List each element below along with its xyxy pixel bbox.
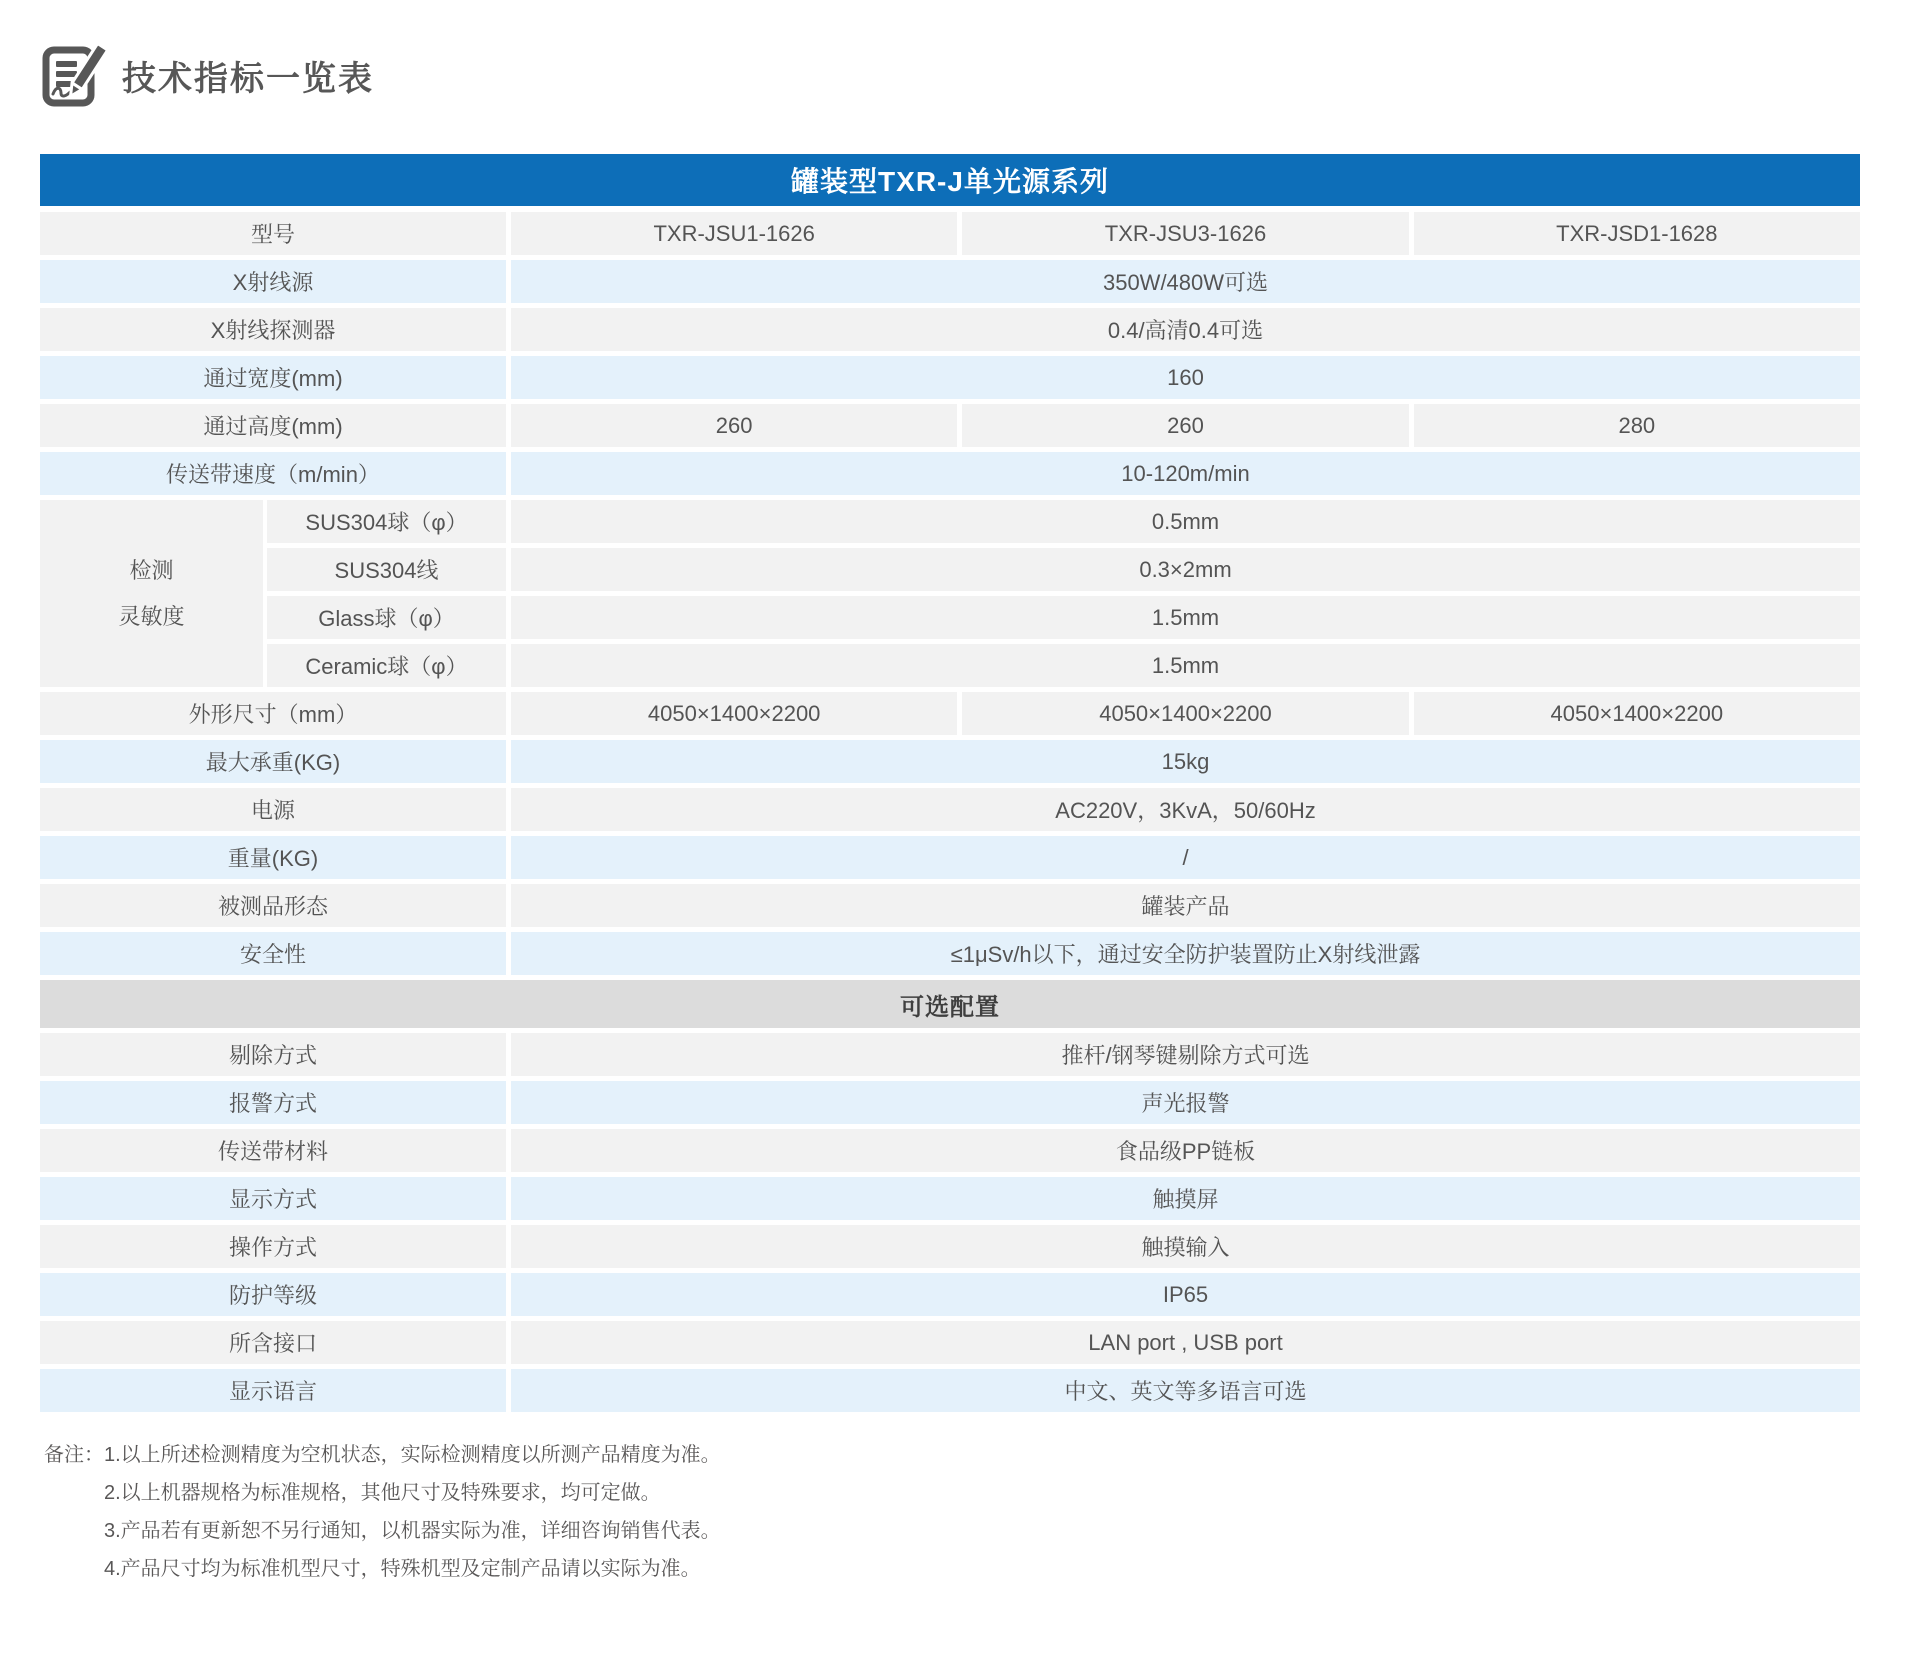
row-label: 传送带速度（m/min） xyxy=(40,452,506,495)
row-label: 所含接口 xyxy=(40,1321,506,1364)
row-value: 推杆/钢琴键剔除方式可选 xyxy=(511,1033,1860,1076)
dims-cell-2: 4050×1400×2200 xyxy=(962,692,1408,735)
row-value: AC220V，3KvA，50/60Hz xyxy=(511,788,1860,831)
sensitivity-rows xyxy=(267,500,1860,687)
sensitivity-merged-label xyxy=(40,500,263,687)
sensitivity-block xyxy=(40,500,1860,687)
note-line-1: 1.以上所述检测精度为空机状态，实际检测精度以所测产品精度为准。 xyxy=(104,1444,721,1466)
row-label: 通过高度(mm) xyxy=(40,404,506,447)
row-value: 1.5mm xyxy=(511,644,1860,687)
footnotes-list xyxy=(104,1444,721,1596)
row-value: 声光报警 xyxy=(511,1081,1860,1124)
row-label: 外形尺寸（mm） xyxy=(40,692,506,735)
row-value: / xyxy=(511,836,1860,879)
row-label: 重量(KG) xyxy=(40,836,506,879)
dims-cell-1: 4050×1400×2200 xyxy=(511,692,957,735)
row-value: 1.5mm xyxy=(511,596,1860,639)
row-label: 显示语言 xyxy=(40,1369,506,1412)
table-row-display-mode xyxy=(40,1177,1860,1220)
row-value: 160 xyxy=(511,356,1860,399)
row-label: 防护等级 xyxy=(40,1273,506,1316)
row-label: 操作方式 xyxy=(40,1225,506,1268)
row-label: 被测品形态 xyxy=(40,884,506,927)
row-value: 15kg xyxy=(511,740,1860,783)
table-row-xray-source xyxy=(40,260,1860,303)
table-row-safety xyxy=(40,932,1860,975)
row-value: 0.3×2mm xyxy=(511,548,1860,591)
row-value: 中文、英文等多语言可选 xyxy=(511,1369,1860,1412)
footnotes-prefix: 备注： xyxy=(44,1444,104,1466)
row-value: 触摸输入 xyxy=(511,1225,1860,1268)
page-header xyxy=(40,40,1929,110)
sensitivity-label-line1: 检测 xyxy=(129,558,174,584)
row-value: 350W/480W可选 xyxy=(511,260,1860,303)
row-sublabel: SUS304线 xyxy=(267,548,506,591)
table-row-model xyxy=(40,212,1860,255)
row-label: X射线源 xyxy=(40,260,506,303)
table-row-max-load xyxy=(40,740,1860,783)
row-label: X射线探测器 xyxy=(40,308,506,351)
table-row-xray-detector xyxy=(40,308,1860,351)
sensitivity-row-glass-ball xyxy=(267,596,1860,639)
row-label: 型号 xyxy=(40,212,506,255)
table-row-product-form xyxy=(40,884,1860,927)
document-pencil-icon xyxy=(40,42,106,108)
row-value: LAN port , USB port xyxy=(511,1321,1860,1364)
row-value: 10-120m/min xyxy=(511,452,1860,495)
table-row-belt-material xyxy=(40,1129,1860,1172)
row-sublabel: Ceramic球（φ） xyxy=(267,644,506,687)
table-row-alarm-mode xyxy=(40,1081,1860,1124)
row-sublabel: SUS304球（φ） xyxy=(267,500,506,543)
sensitivity-row-ceramic-ball xyxy=(267,644,1860,687)
row-value: ≤1μSv/h以下，通过安全防护装置防止X射线泄露 xyxy=(511,932,1860,975)
table-row-operation-mode xyxy=(40,1225,1860,1268)
table-row-display-language xyxy=(40,1369,1860,1412)
row-sublabel: Glass球（φ） xyxy=(267,596,506,639)
table-series-header: 罐装型TXR-J单光源系列 xyxy=(40,154,1860,206)
row-label: 电源 xyxy=(40,788,506,831)
row-label: 传送带材料 xyxy=(40,1129,506,1172)
spec-table xyxy=(40,154,1860,1412)
note-line-4: 4.产品尺寸均为标准机型尺寸，特殊机型及定制产品请以实际为准。 xyxy=(104,1558,701,1580)
row-label: 报警方式 xyxy=(40,1081,506,1124)
model-cell-3: TXR-JSD1-1628 xyxy=(1414,212,1860,255)
footnotes xyxy=(44,1444,1929,1596)
model-cell-1: TXR-JSU1-1626 xyxy=(511,212,957,255)
table-row-weight xyxy=(40,836,1860,879)
note-line-2: 2.以上机器规格为标准规格，其他尺寸及特殊要求，均可定做。 xyxy=(104,1482,661,1504)
row-value: 罐装产品 xyxy=(511,884,1860,927)
row-label: 最大承重(KG) xyxy=(40,740,506,783)
height-cell-2: 260 xyxy=(962,404,1408,447)
sensitivity-row-sus-wire xyxy=(267,548,1860,591)
table-row-belt-speed xyxy=(40,452,1860,495)
row-label: 安全性 xyxy=(40,932,506,975)
sensitivity-row-sus-ball xyxy=(267,500,1860,543)
table-row-pass-height xyxy=(40,404,1860,447)
row-value: 食品级PP链板 xyxy=(511,1129,1860,1172)
row-value: 触摸屏 xyxy=(511,1177,1860,1220)
row-label: 剔除方式 xyxy=(40,1033,506,1076)
table-row-power xyxy=(40,788,1860,831)
row-label: 通过宽度(mm) xyxy=(40,356,506,399)
height-cell-1: 260 xyxy=(511,404,957,447)
table-row-reject-mode xyxy=(40,1033,1860,1076)
table-row-pass-width xyxy=(40,356,1860,399)
table-row-protection-rating xyxy=(40,1273,1860,1316)
note-line-3: 3.产品若有更新恕不另行通知，以机器实际为准，详细咨询销售代表。 xyxy=(104,1520,721,1542)
page xyxy=(0,40,1929,1596)
dims-cell-3: 4050×1400×2200 xyxy=(1414,692,1860,735)
row-label: 显示方式 xyxy=(40,1177,506,1220)
page-title: 技术指标一览表 xyxy=(122,59,374,98)
table-row-dimensions xyxy=(40,692,1860,735)
row-value: 0.4/高清0.4可选 xyxy=(511,308,1860,351)
row-value: 0.5mm xyxy=(511,500,1860,543)
height-cell-3: 280 xyxy=(1414,404,1860,447)
model-cell-2: TXR-JSU3-1626 xyxy=(962,212,1408,255)
optional-config-section-header: 可选配置 xyxy=(40,980,1860,1028)
row-value: IP65 xyxy=(511,1273,1860,1316)
table-row-ports xyxy=(40,1321,1860,1364)
sensitivity-label-line2: 灵敏度 xyxy=(118,603,185,629)
